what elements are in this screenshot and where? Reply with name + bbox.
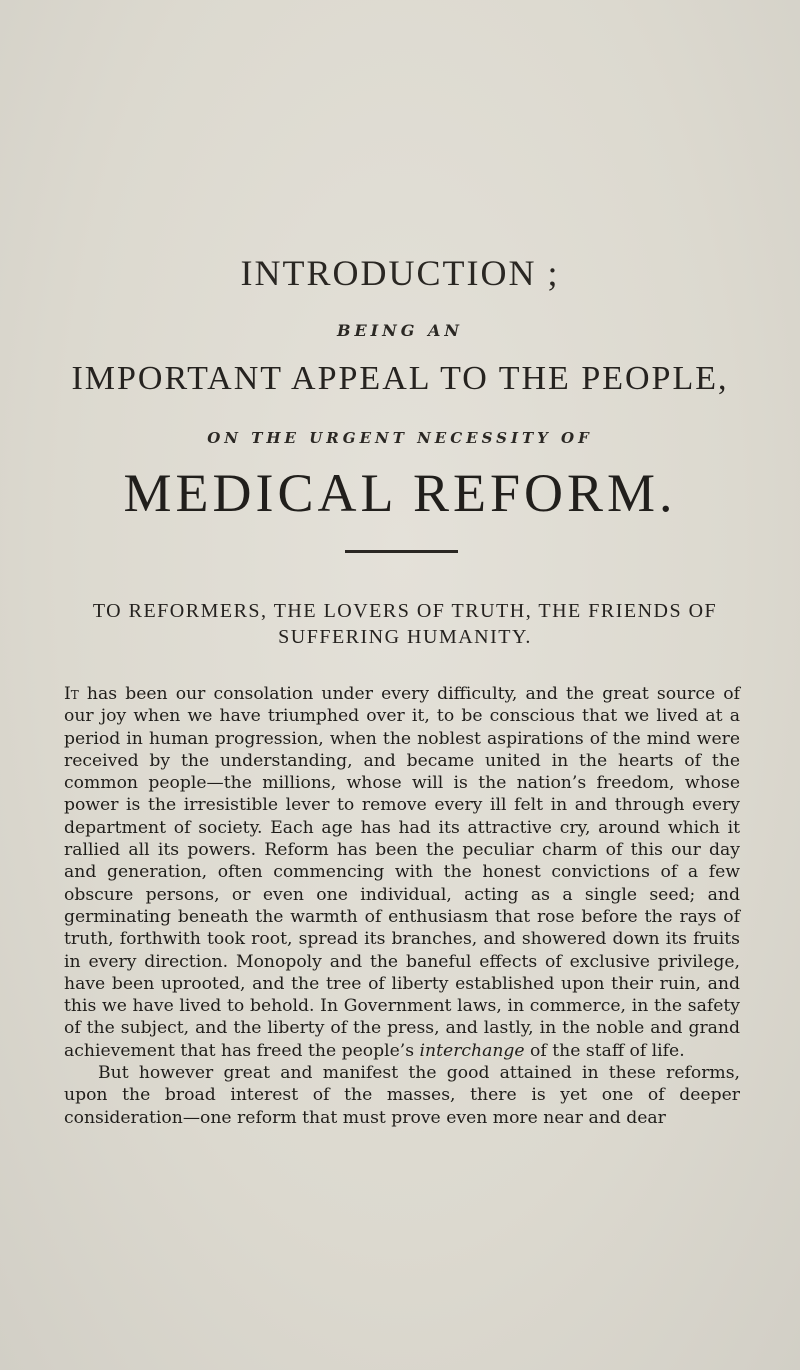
appeal-heading: IMPORTANT APPEAL TO THE PEOPLE, <box>71 360 729 397</box>
dedication-heading: TO REFORMERS, THE LOVERS OF TRUTH, THE FRIENDS OF SUFFERING HUMANITY. <box>92 600 718 648</box>
subtitle-being-an: BEING AN <box>336 321 464 340</box>
paragraph-1-end: of the staff of life. <box>524 1040 685 1061</box>
paragraph-1-opening: It <box>64 684 79 704</box>
paragraph-1 <box>64 683 740 1062</box>
paragraph-2: But however great and manifest the good attained in these reforms, upon the broad interest of the masses, there is yet one of deeper consideration—one reform that must prove even more near and dear <box>64 1063 740 1128</box>
paragraph-1-emphasis: interchange <box>419 1040 525 1061</box>
paragraph-1-text: has been our consolation under every difficulty, and the great source of our joy when we have triumphed over it, to be conscious that we lived at a period in human progression, when the noblest aspirations of the mind were received by the understanding, and became united in the hearts of the common people—the millions, whose will is the nation’s freedom, whose power is the irresistible lever to remove every ill felt in and through every department of society. Each age has had its attractive cry, around which it rallied all its powers. Reform has been the peculiar charm of this our day and generation, often commencing with the honest convictions of a few obscure persons, or even one individual, acting as a single seed; and germinating beneath the warmth of enthusiasm that rose before the rays of truth, forthwith took root, spread its branches, and showered down its fruits in every direction. Monopoly and the baneful effects of exclusive privilege, have been uprooted, and the tree of liberty established upon their ruin, and this we have lived to behold. In Government laws, in commerce, in the safety of the subject, and the liberty of the press, and lastly, in the noble and grand achievement that has freed the people’s <box>64 684 740 1061</box>
divider-rule <box>345 550 458 553</box>
body-text <box>64 683 740 1129</box>
subtitle-necessity: ON THE URGENT NECESSITY OF <box>207 429 593 447</box>
page-title: INTRODUCTION ; <box>240 253 560 293</box>
medical-reform-heading: MEDICAL REFORM. <box>123 463 677 523</box>
